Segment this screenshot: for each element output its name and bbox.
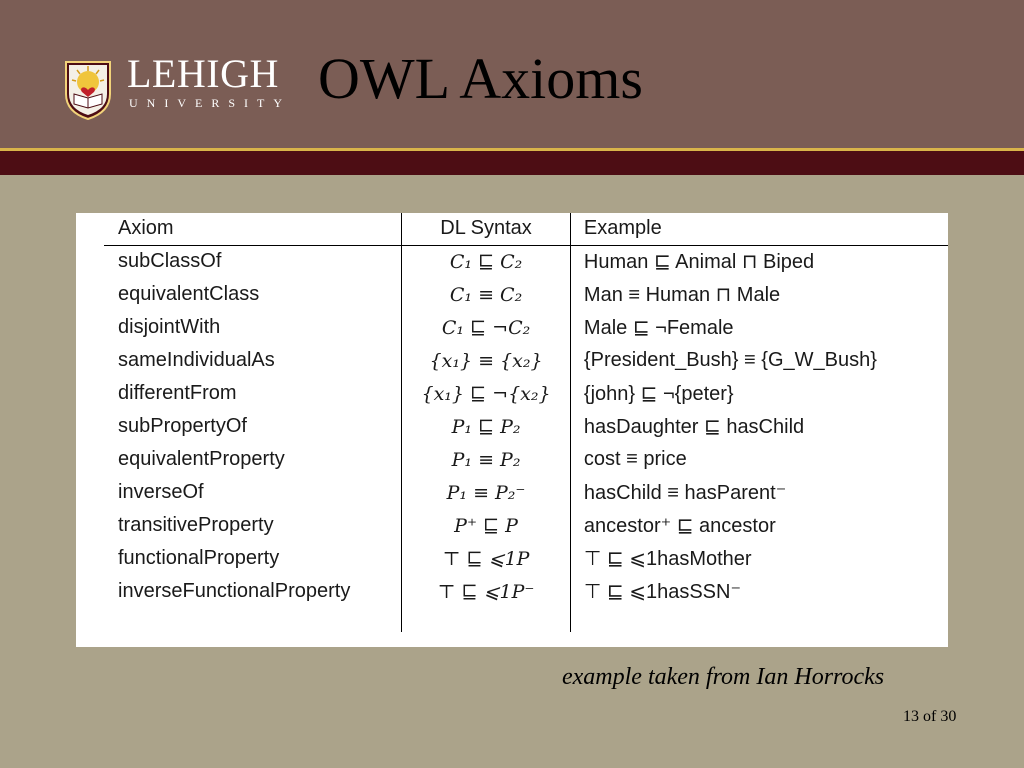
axiom-example: cost ≡ price — [570, 443, 948, 476]
dl-syntax: P₁ ⊑ P₂ — [402, 410, 571, 443]
axiom-name: subClassOf — [118, 250, 222, 273]
axiom-name: equivalentProperty — [118, 448, 285, 470]
dl-syntax: C₁ ⊑ ¬C₂ — [402, 311, 571, 344]
dl-syntax: ⊤ ⊑ ⩽1P — [402, 542, 571, 575]
axiom-example: ancestor⁺ ⊑ ancestor — [570, 509, 948, 542]
source-credit: example taken from Ian Horrocks — [562, 664, 885, 690]
column-header-dl-syntax: DL Syntax — [402, 213, 571, 245]
header-band — [0, 151, 1024, 175]
dl-syntax: P⁺ ⊑ P — [402, 509, 571, 542]
slide-title: OWL Axioms — [318, 46, 643, 111]
axiom-example: Man ≡ Human ⊓ Male — [570, 278, 948, 311]
table-row — [104, 542, 948, 575]
dl-syntax: P₁ ≡ P₂ — [402, 443, 571, 476]
dl-syntax: {x₁} ≡ {x₂} — [402, 344, 571, 377]
university-name: LEHIGH — [127, 51, 279, 96]
axiom-example: Male ⊑ ¬Female — [570, 311, 948, 344]
axiom-table — [104, 213, 948, 632]
table-row — [104, 311, 948, 344]
axiom-example: hasChild ≡ hasParent⁻ — [570, 476, 948, 509]
dl-syntax: ⊤ ⊑ ⩽1P⁻ — [402, 575, 571, 608]
content-panel — [76, 213, 948, 647]
table-row — [104, 575, 948, 608]
table-row — [104, 344, 948, 377]
dl-syntax: C₁ ⊑ C₂ — [402, 245, 571, 278]
table-row — [104, 509, 948, 542]
column-header-example: Example — [570, 213, 948, 245]
table-row — [104, 245, 948, 278]
dl-syntax: C₁ ≡ C₂ — [402, 278, 571, 311]
axiom-example: Human ⊑ Animal ⊓ Biped — [570, 245, 948, 278]
axiom-name: transitiveProperty — [118, 514, 274, 536]
axiom-example: hasDaughter ⊑ hasChild — [570, 410, 948, 443]
table-row — [104, 476, 948, 509]
axiom-name: differentFrom — [118, 382, 237, 404]
dl-syntax: P₁ ≡ P₂⁻ — [402, 476, 571, 509]
lehigh-shield-icon — [64, 56, 112, 120]
axiom-name: disjointWith — [118, 316, 221, 338]
table-header-row — [104, 213, 948, 245]
axiom-name: subPropertyOf — [118, 415, 247, 437]
university-subtitle: UNIVERSITY — [129, 96, 291, 110]
axiom-name: sameIndividualAs — [118, 349, 275, 371]
axiom-name: inverseOf — [118, 481, 204, 503]
axiom-name: equivalentClass — [118, 283, 260, 305]
column-header-axiom: Axiom — [104, 213, 402, 245]
dl-syntax: {x₁} ⊑ ¬{x₂} — [402, 377, 571, 410]
table-row — [104, 377, 948, 410]
axiom-name: inverseFunctionalProperty — [118, 580, 351, 602]
slide-number: 13 of 30 — [903, 708, 957, 725]
table-row — [104, 443, 948, 476]
axiom-example: ⊤ ⊑ ⩽1hasMother — [570, 542, 948, 575]
axiom-name: functionalProperty — [118, 547, 280, 569]
table-row — [104, 410, 948, 443]
axiom-example: {President_Bush} ≡ {G_W_Bush} — [570, 344, 948, 377]
table-row — [104, 278, 948, 311]
axiom-example: ⊤ ⊑ ⩽1hasSSN⁻ — [570, 575, 948, 608]
table-spacer-row — [104, 608, 948, 632]
axiom-example: {john} ⊑ ¬{peter} — [570, 377, 948, 410]
